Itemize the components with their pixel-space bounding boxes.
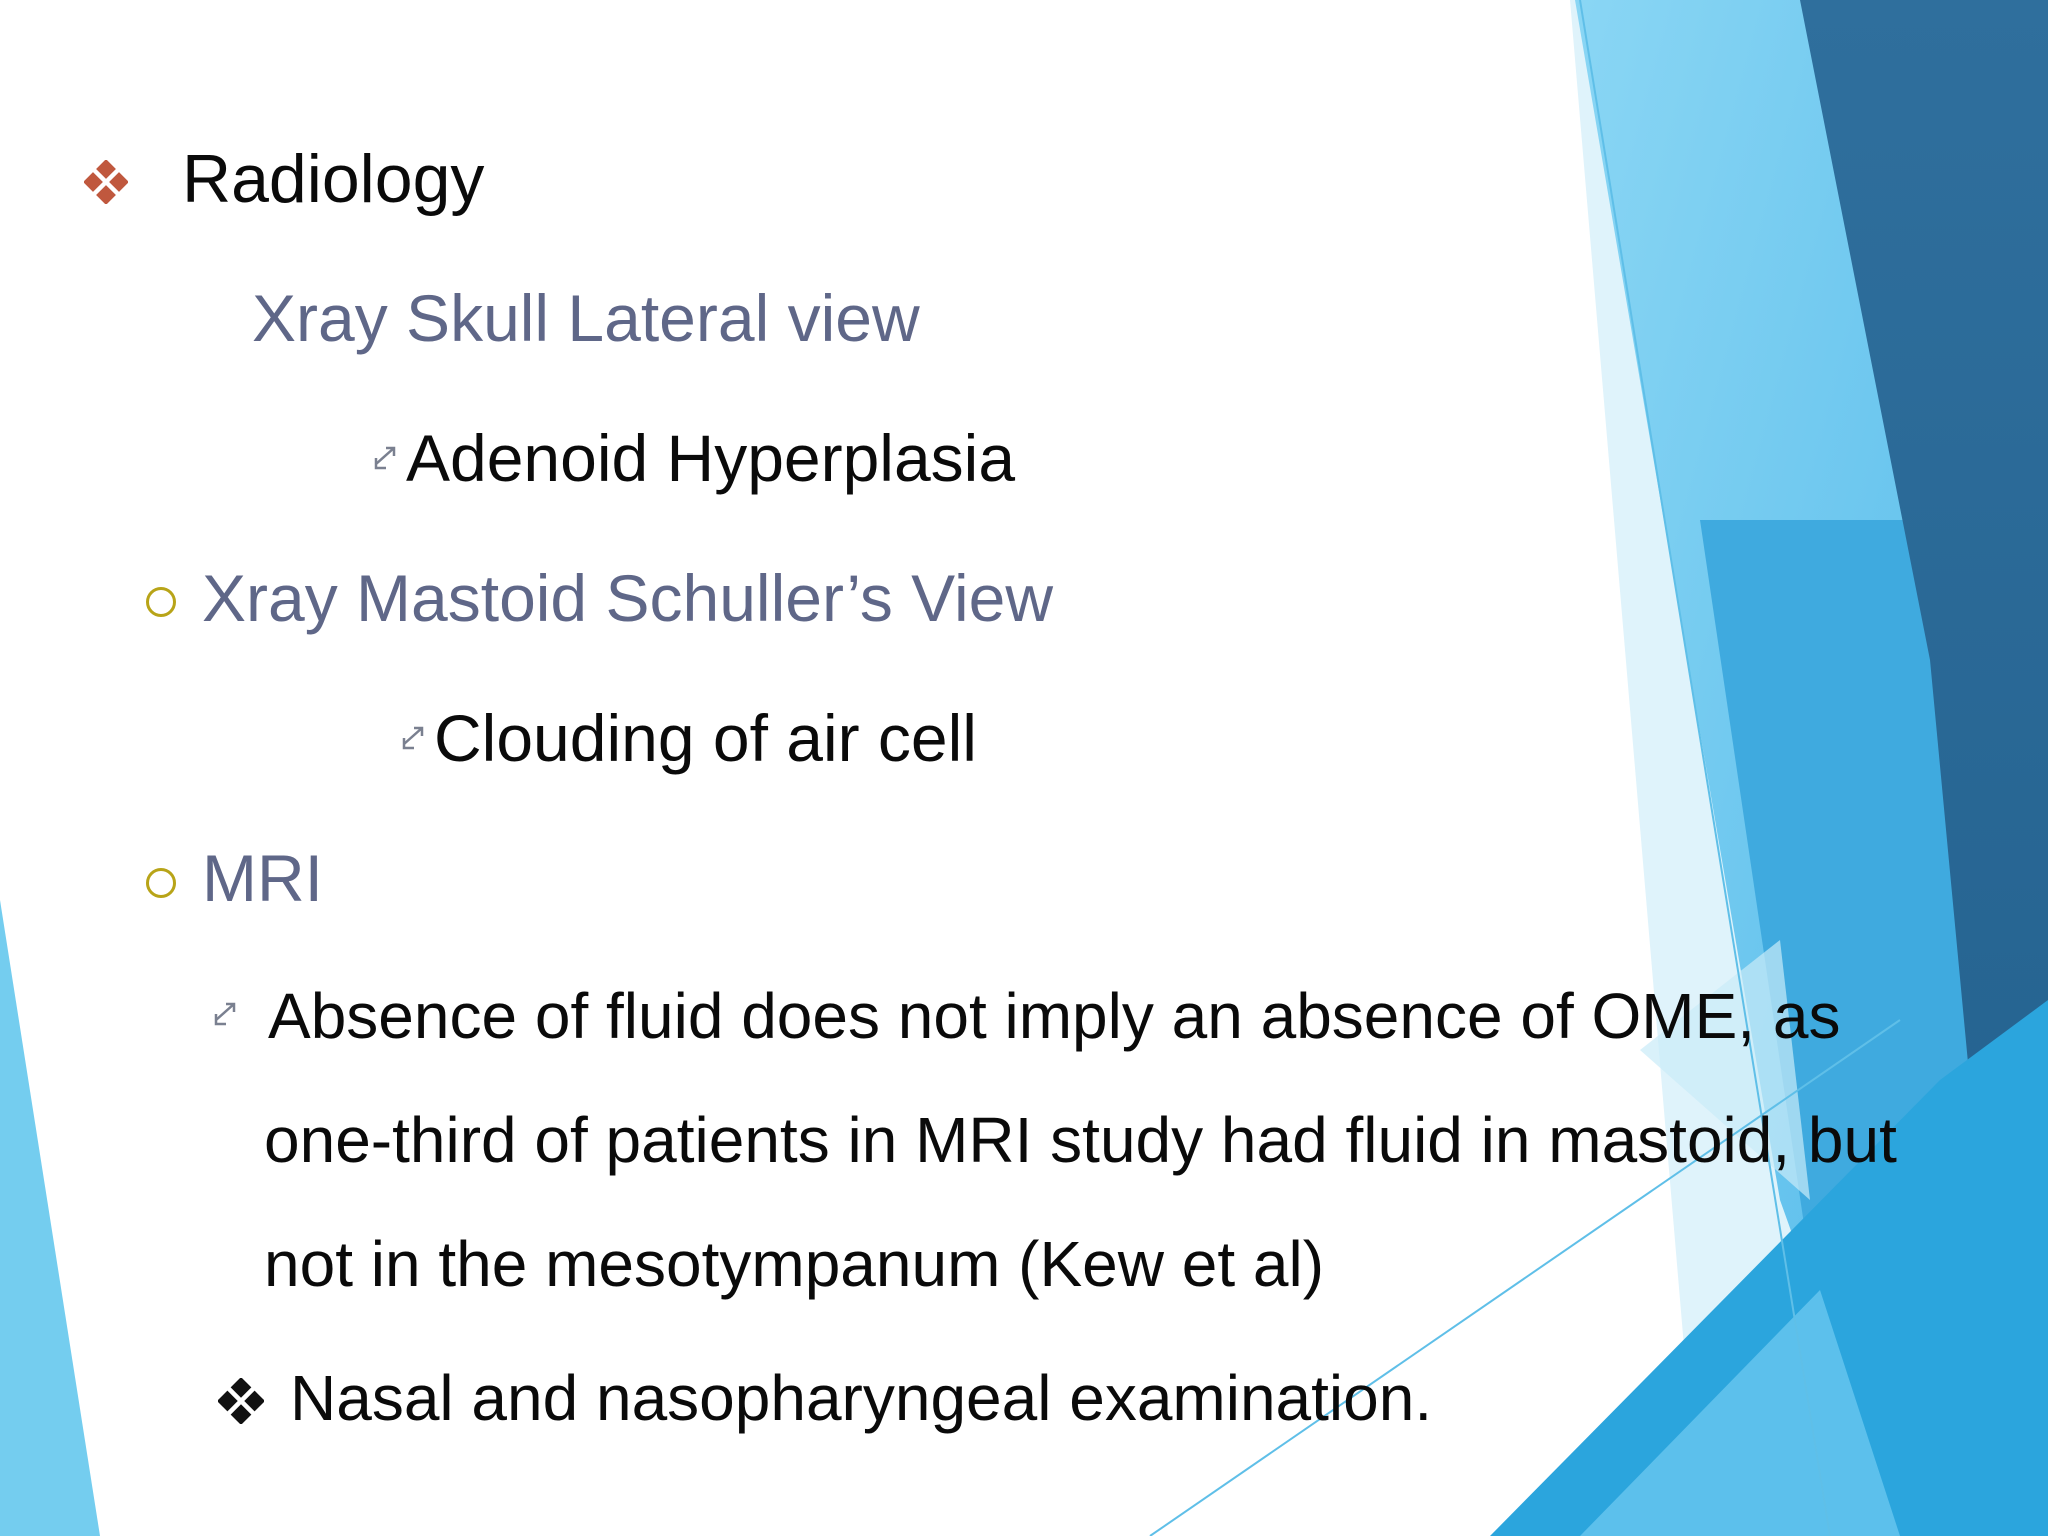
diamond-cluster-icon bbox=[84, 160, 128, 209]
mri-paragraph-line-3: not in the mesotympanum (Kew et al) bbox=[264, 1228, 1325, 1300]
mri-paragraph-line-2: one-third of patients in MRI study had fluid in mastoid, but bbox=[264, 1104, 1897, 1176]
mri-paragraph-line-1: Absence of fluid does not imply an absence of OME, as bbox=[268, 980, 1841, 1052]
arrow-bullet-icon bbox=[212, 998, 242, 1033]
circle-bullet-icon bbox=[144, 866, 178, 905]
heading-radiology: Radiology bbox=[182, 141, 485, 217]
finding-adenoid-hyperplasia: Adenoid Hyperplasia bbox=[406, 421, 1016, 495]
arrow-bullet-icon bbox=[372, 442, 402, 477]
subheading-xray-mastoid: Xray Mastoid Schuller’s View bbox=[202, 561, 1054, 635]
circle-bullet-icon bbox=[144, 585, 178, 624]
arrow-bullet-icon bbox=[400, 722, 430, 757]
diamond-cluster-icon bbox=[218, 1378, 264, 1429]
left-accent-stripe bbox=[0, 900, 100, 1536]
item-nasal-examination: Nasal and nasopharyngeal examination. bbox=[290, 1362, 1433, 1434]
subheading-xray-skull: Xray Skull Lateral view bbox=[252, 281, 920, 355]
finding-clouding-air-cell: Clouding of air cell bbox=[434, 701, 977, 775]
subheading-mri: MRI bbox=[202, 841, 323, 915]
